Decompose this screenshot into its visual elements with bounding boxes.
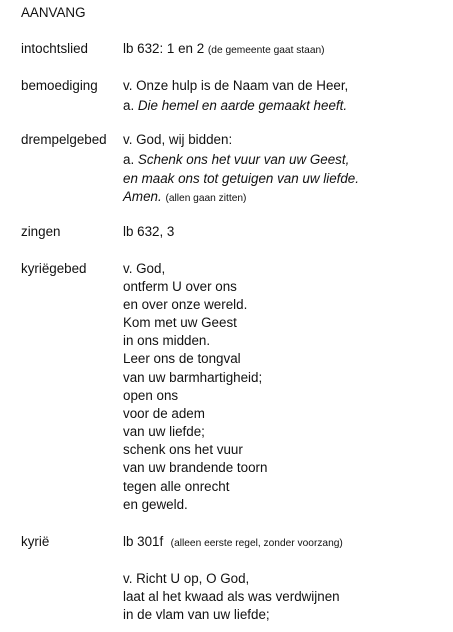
kyriegebed-line: en geweld. [123, 497, 188, 512]
drempelgebed-line [123, 150, 349, 170]
label-drempelgebed: drempelgebed [21, 132, 107, 147]
kyrie-note: (alleen eerste regel, zonder voorzang) [170, 538, 343, 549]
label-kyriegebed: kyriëgebed [21, 261, 87, 276]
kyrie-text-line: v. Richt U op, O God, [123, 571, 250, 586]
section-heading: AANVANG [21, 5, 86, 20]
label-kyrie: kyrië [21, 534, 50, 549]
kyriegebed-line: van uw liefde; [123, 424, 205, 439]
drempelgebed-line [123, 187, 246, 209]
bemoediging-line [123, 96, 347, 116]
amen: Amen. [123, 189, 162, 204]
response-prefix: a. [123, 98, 138, 113]
drempelgebed-note: (allen gaan zitten) [165, 193, 247, 204]
label-bemoediging: bemoediging [21, 78, 98, 93]
response-prefix: a. [123, 152, 138, 167]
drempelgebed-line: en maak ons tot getuigen van uw liefde. [123, 171, 359, 186]
intochtslied-line [123, 39, 325, 61]
kyriegebed-line: v. God, [123, 261, 166, 276]
kyriegebed-line: voor de adem [123, 406, 205, 421]
kyriegebed-line: Kom met uw Geest [123, 315, 237, 330]
intochtslied-song: lb 632: 1 en 2 [123, 41, 205, 56]
drempelgebed-line: v. God, wij bidden: [123, 132, 233, 147]
kyriegebed-line: tegen alle onrecht [123, 479, 230, 494]
label-intochtslied: intochtslied [21, 41, 88, 56]
label-zingen: zingen [21, 224, 61, 239]
kyrie-text-line: in de vlam van uw liefde; [123, 607, 270, 622]
kyriegebed-line: en over onze wereld. [123, 297, 248, 312]
kyriegebed-line: Leer ons de tongval [123, 351, 241, 366]
kyriegebed-line: schenk ons het vuur [123, 442, 243, 457]
drempelgebed-response: Schenk ons het vuur van uw Geest, [137, 152, 350, 167]
bemoediging-line: v. Onze hulp is de Naam van de Heer, [123, 78, 349, 93]
kyriegebed-line: open ons [123, 388, 179, 403]
kyrie-song: lb 301f [123, 534, 164, 549]
kyriegebed-line: ontferm U over ons [123, 279, 237, 294]
intochtslied-note: (de gemeente gaat staan) [207, 45, 325, 56]
kyriegebed-line: van uw brandende toorn [123, 460, 268, 475]
kyriegebed-line: in ons midden. [123, 333, 211, 348]
kyrie-text-line: laat al het kwaad als was verdwijnen [123, 589, 340, 604]
kyrie-line [123, 532, 343, 554]
zingen-song: lb 632, 3 [123, 224, 175, 239]
bemoediging-response: Die hemel en aarde gemaakt heeft. [137, 98, 348, 113]
kyriegebed-line: van uw barmhartigheid; [123, 370, 263, 385]
